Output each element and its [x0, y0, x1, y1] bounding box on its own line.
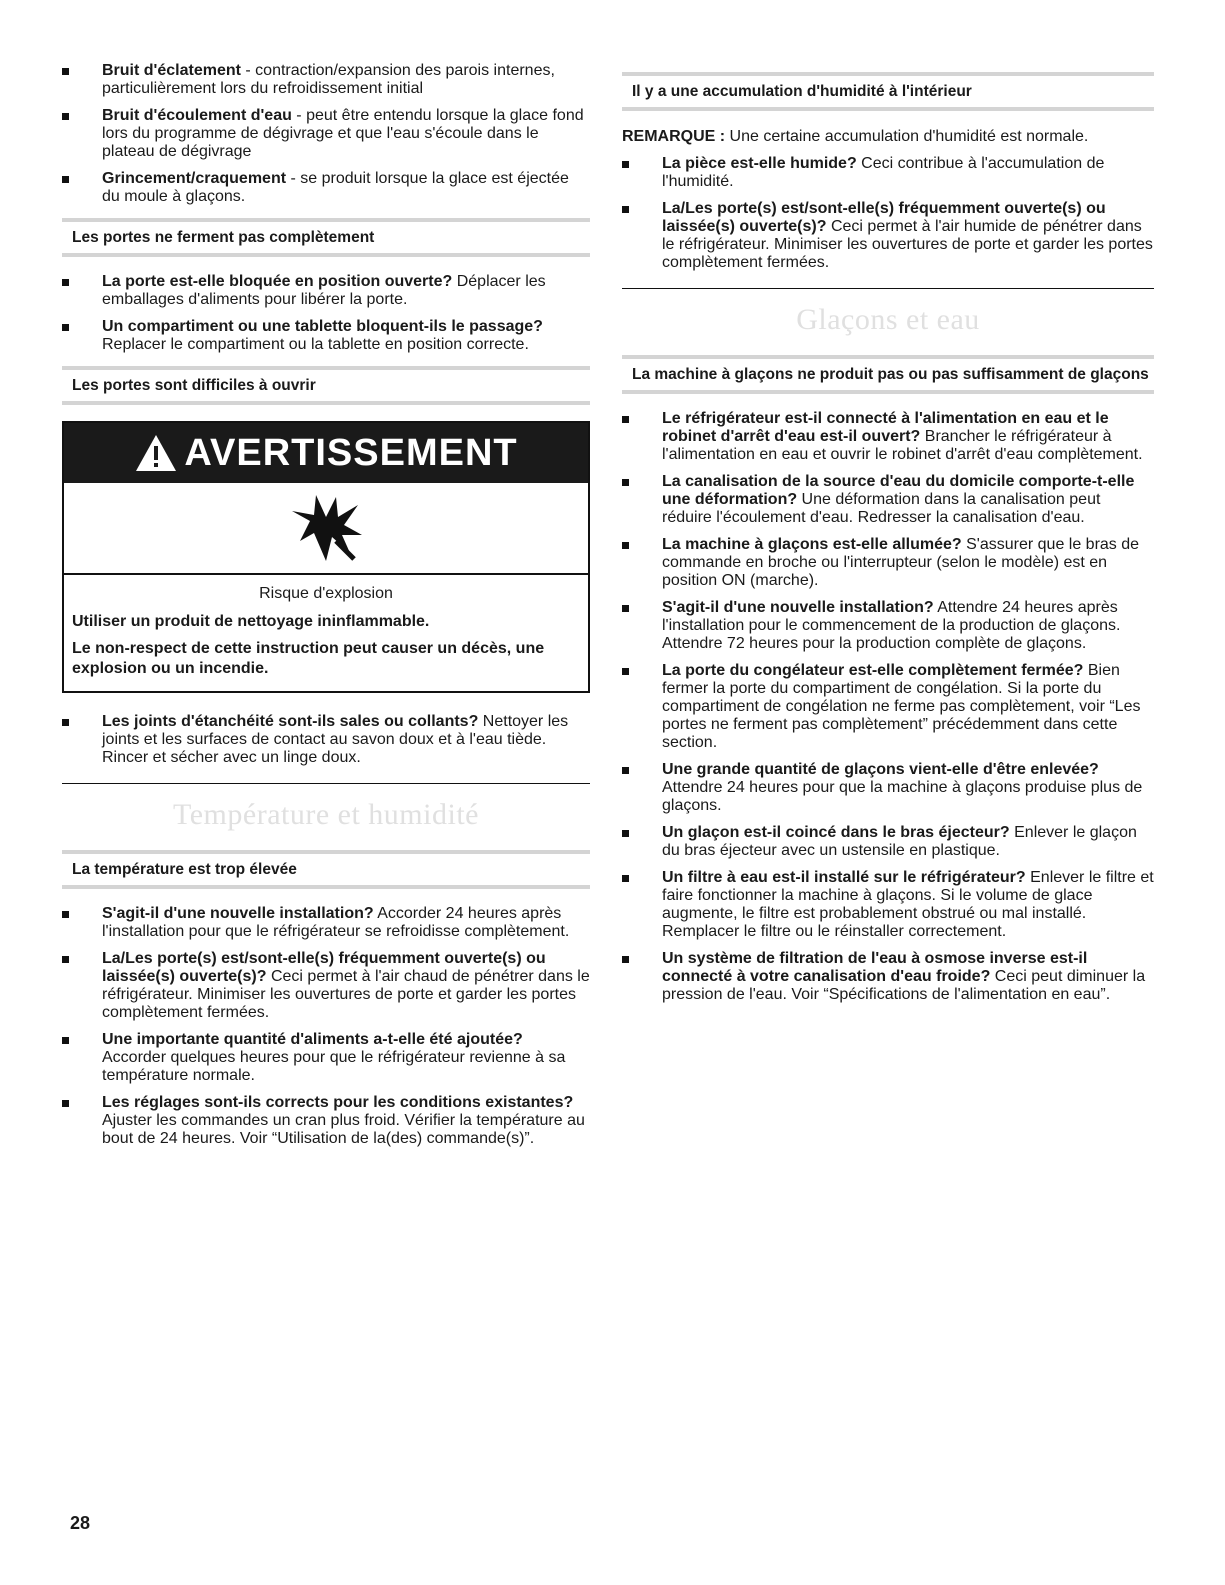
list-item — [622, 155, 1154, 191]
section-title-ice-water: Glaçons et eau — [796, 303, 980, 336]
list-item-answer: Ceci peut diminuer la pression de l'eau. Voir “Spécifications de l'alimentation en eau”. — [662, 968, 1146, 1003]
subheading-ice-maker: La machine à glaçons ne produit pas ou pas suffisamment de glaçons — [622, 355, 1154, 394]
list-item-answer: Bien fermer la porte du compartiment de congélation. Si la porte du compartiment de congélation ne ferme pas complètement, voir “Les portes ne ferment pas complètement” précédemment dans cette section. — [662, 662, 1141, 751]
list-item-question: Les réglages sont-ils corrects pour les conditions existantes? — [102, 1094, 574, 1111]
section-temperature — [62, 783, 590, 838]
list-item-answer: Attendre 24 heures après l'installation pour le commencement de la production de glaçons. Attendre 72 heures pour la production complète de glaçons. — [662, 599, 1121, 652]
list-item — [62, 107, 590, 161]
page-number: 28 — [70, 1513, 91, 1533]
list-item — [622, 473, 1154, 527]
list-item — [622, 410, 1154, 464]
warning-hazard: Risque d'explosion — [259, 585, 393, 602]
list-item-answer: Ceci permet à l'air humide de pénétrer dans le réfrigérateur. Minimiser les ouvertures de porte et garder les portes complètement fermées. — [662, 218, 1153, 271]
warning-triangle-icon — [134, 433, 178, 473]
list-item — [62, 905, 590, 941]
list-item-question: Un système de filtration de l'eau à osmose inverse est-il connecté à votre canalisation d'eau froide? — [662, 950, 1088, 985]
bullet-list-temperature — [62, 905, 590, 1148]
list-item-question: La porte est-elle bloquée en position ouverte? — [102, 273, 453, 290]
explosion-pictogram — [64, 483, 588, 575]
list-item-question: S'agit-il d'une nouvelle installation? — [662, 599, 934, 616]
list-item-answer: Ceci permet à l'air chaud de pénétrer dans le réfrigérateur. Minimiser les ouvertures de porte et garder les portes complètement fermées. — [102, 968, 590, 1021]
subheading-temperature-high: La température est trop élevée — [62, 850, 590, 889]
list-item — [62, 318, 590, 354]
list-item-question: La porte du congélateur est-elle complètement fermée? — [662, 662, 1084, 679]
section-ice-water — [622, 288, 1154, 343]
subheading-doors-hard-to-open: Les portes sont difficiles à ouvrir — [62, 366, 590, 405]
list-item-answer: Accorder 24 heures après l'installation pour que le réfrigérateur se refroidisse complètement. — [102, 905, 570, 940]
list-item-answer: Replacer le compartiment ou la tablette en position correcte. — [102, 336, 529, 353]
list-item — [622, 536, 1154, 590]
list-item-question: La pièce est-elle humide? — [662, 155, 857, 172]
list-item-answer: - se produit lorsque la glace est éjectée du moule à glaçons. — [102, 170, 569, 205]
list-item-answer: Accorder quelques heures pour que le réfrigérateur revienne à sa température normale. — [102, 1049, 566, 1084]
list-item-answer: Brancher le réfrigérateur à l'alimentation en eau et ouvrir le robinet d'arrêt d'eau complètement. — [662, 428, 1143, 463]
remark — [622, 127, 1154, 146]
remark-label: REMARQUE : — [622, 128, 726, 145]
list-item-answer: Déplacer les emballages d'aliments pour libérer la porte. — [102, 273, 546, 308]
list-item-answer: Ajuster les commandes un cran plus froid. Vérifier la température au bout de 24 heures. Voir “Utilisation de la(des) commande(s)”. — [102, 1112, 585, 1147]
bullet-list-noises — [62, 62, 590, 206]
subheading-humidity: Il y a une accumulation d'humidité à l'intérieur — [622, 72, 1154, 111]
list-item-question: Une grande quantité de glaçons vient-elle d'être enlevée? — [662, 761, 1099, 778]
list-item-answer: - peut être entendu lorsque la glace fond lors du programme de dégivrage et que l'eau s'écoule dans le plateau de dégivrage — [102, 107, 584, 160]
warning-banner — [64, 423, 588, 483]
right-column — [622, 62, 1154, 1013]
list-item-question: S'agit-il d'une nouvelle installation? — [102, 905, 374, 922]
list-item-answer: S'assurer que le bras de commande en broche ou l'interrupteur (selon le modèle) est en position ON (marche). — [662, 536, 1140, 589]
bullet-list-gaskets — [62, 713, 590, 767]
list-item-question: Les joints d'étanchéité sont-ils sales ou collants? — [102, 713, 479, 730]
list-item — [622, 200, 1154, 272]
bullet-list-doors-not-closing — [62, 273, 590, 354]
list-item-answer: - contraction/expansion des parois internes, particulièrement lors du refroidissement initial — [102, 62, 555, 97]
explosion-icon — [286, 493, 366, 563]
list-item-answer: Enlever le filtre et faire fonctionner la machine à glaçons. Si le volume de glace augmente, le filtre est probablement obstrué ou mal installé. Remplacer le filtre ou le réinstaller correctement. — [662, 869, 1154, 940]
list-item — [62, 1031, 590, 1085]
list-item — [622, 869, 1154, 941]
list-item — [622, 950, 1154, 1004]
list-item — [622, 599, 1154, 653]
warning-box — [62, 421, 590, 693]
list-item-answer: Nettoyer les joints et les surfaces de contact au savon doux et à l'eau tiède. Rincer et sécher avec un linge doux. — [102, 713, 569, 766]
list-item-answer: Enlever le glaçon du bras éjecteur avec un ustensile en plastique. — [662, 824, 1137, 859]
warning-consequence: Le non-respect de cette instruction peut causer un décès, une explosion ou un incendie. — [72, 640, 545, 677]
list-item-question: Le réfrigérateur est-il connecté à l'alimentation en eau et le robinet d'arrêt d'eau est-il ouvert? — [662, 410, 1109, 445]
list-item-question: Une importante quantité d'aliments a-t-elle été ajoutée? — [102, 1031, 523, 1048]
list-item — [62, 273, 590, 309]
list-item — [62, 1094, 590, 1148]
list-item-question: La/Les porte(s) est/sont-elle(s) fréquemment ouverte(s) ou laissée(s) ouverte(s)? — [662, 200, 1106, 235]
remark-text: Une certaine accumulation d'humidité est normale. — [725, 128, 1089, 145]
list-item-answer: Ceci contribue à l'accumulation de l'humidité. — [662, 155, 1105, 190]
list-item — [62, 170, 590, 206]
list-item-question: Bruit d'écoulement d'eau — [102, 107, 292, 124]
list-item — [622, 662, 1154, 752]
list-item-question: Un compartiment ou une tablette bloquent-ils le passage? — [102, 318, 543, 335]
left-column — [62, 62, 590, 1157]
subheading-doors-not-closing: Les portes ne ferment pas complètement — [62, 218, 590, 257]
list-item-answer: Une déformation dans la canalisation peut réduire l'écoulement d'eau. Redresser la canalisation d'eau. — [662, 491, 1101, 526]
list-item-question: La/Les porte(s) est/sont-elle(s) fréquemment ouverte(s) ou laissée(s) ouverte(s)? — [102, 950, 546, 985]
list-item-question: Bruit d'éclatement — [102, 62, 241, 79]
list-item — [622, 761, 1154, 815]
list-item-question: Grincement/craquement — [102, 170, 287, 187]
list-item — [622, 824, 1154, 860]
list-item — [62, 950, 590, 1022]
list-item-question: La canalisation de la source d'eau du domicile comporte-t-elle une déformation? — [662, 473, 1135, 508]
warning-body — [64, 575, 588, 691]
list-item-question: Un glaçon est-il coincé dans le bras éjecteur? — [662, 824, 1010, 841]
list-item — [62, 62, 590, 98]
list-item-question: La machine à glaçons est-elle allumée? — [662, 536, 962, 553]
list-item — [62, 713, 590, 767]
list-item-question: Un filtre à eau est-il installé sur le réfrigérateur? — [662, 869, 1026, 886]
section-title-temperature: Température et humidité — [173, 798, 479, 831]
list-item-answer: Attendre 24 heures pour que la machine à glaçons produise plus de glaçons. — [662, 779, 1143, 814]
warning-banner-text: AVERTISSEMENT — [184, 431, 518, 474]
warning-instruction: Utiliser un produit de nettoyage ininflammable. — [72, 613, 430, 630]
bullet-list-humidity — [622, 155, 1154, 272]
bullet-list-ice-maker — [622, 410, 1154, 1004]
